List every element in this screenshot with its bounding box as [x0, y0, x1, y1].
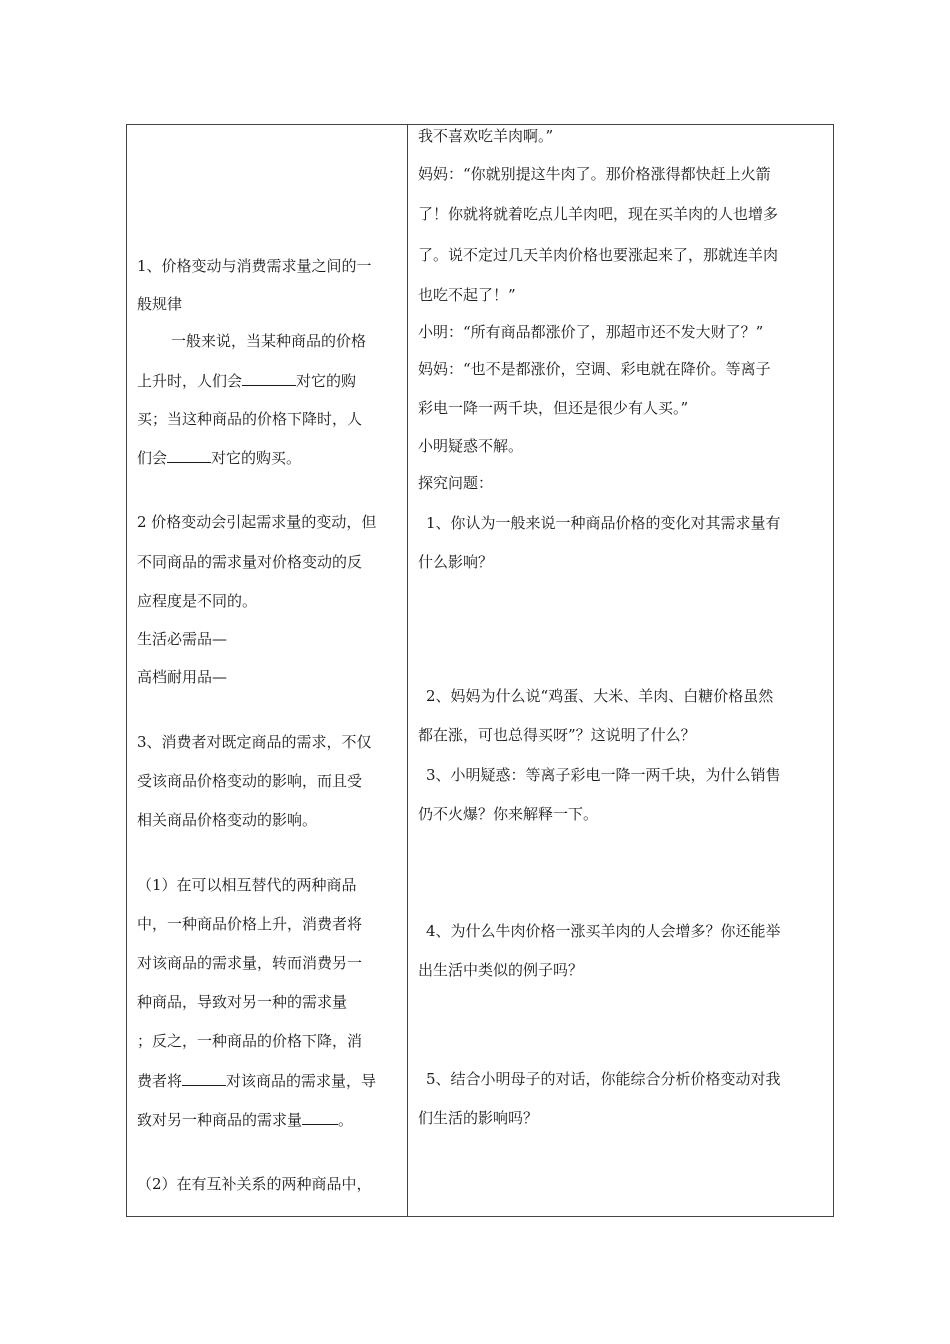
section1-text-line4: 们会 对它的购买。: [137, 449, 302, 467]
question-5-line2: 们生活的影响吗？: [418, 1109, 539, 1127]
section1-text-line3: 买；当这种商品的价格下降时，人: [137, 410, 363, 428]
dialogue-line: 了。说不定过几天羊肉价格也要涨起来了，那就连羊肉: [418, 246, 779, 264]
section1-text-line2: 上升时，人们会 对它的购: [137, 372, 357, 390]
question-1-line1: 1、你认为一般来说一种商品价格的变化对其需求量有: [426, 514, 781, 532]
substitute-line5: ；反之，一种商品的价格下降，消: [137, 1032, 363, 1050]
section2-line1: 2 价格变动会引起需求量的变动，但: [137, 513, 377, 531]
dialogue-line: 我不喜欢吃羊肉啊。”: [418, 127, 554, 145]
dialogue-line: 妈妈：“你就别提这牛肉了。那价格涨得都快赶上火箭: [418, 165, 771, 183]
dialogue-line: 小明疑惑不解。: [418, 437, 524, 455]
fill-blank[interactable]: [242, 371, 296, 386]
knowledge-column: [127, 125, 408, 1216]
question-2-line2: 都在涨，可也总得买呀”？这说明了什么？: [418, 726, 696, 744]
substitute-line7: 致对另一种商品的需求量 。: [137, 1111, 354, 1129]
fill-blank[interactable]: [302, 1110, 338, 1125]
section1-text-line1: 一般来说，当某种商品的价格: [171, 332, 367, 350]
section3-line3: 相关商品价格变动的影响。: [137, 811, 318, 829]
question-3-line2: 仍不火爆？你来解释一下。: [418, 805, 599, 823]
substitute-line1: （1）在可以相互替代的两种商品: [137, 876, 357, 894]
durables-label: 高档耐用品—: [137, 668, 228, 686]
substitute-line3: 对该商品的需求量，转而消费另一: [137, 954, 363, 972]
dialogue-line: 小明：“所有商品都涨价了，那超市还不发大财了？”: [418, 323, 764, 341]
section1-heading-line2: 般规律: [137, 295, 183, 313]
section2-line3: 应程度是不同的。: [137, 592, 258, 610]
dialogue-line: 彩电一降一两千块，但还是很少有人买。”: [418, 399, 689, 417]
question-1-line2: 什么影响？: [418, 553, 494, 571]
question-4-line1: 4、为什么牛肉价格一涨买羊肉的人会增多？你还能举: [426, 922, 781, 940]
question-3-line1: 3、小明疑惑：等离子彩电一降一两千块，为什么销售: [426, 766, 781, 784]
section2-line2: 不同商品的需求量对价格变动的反: [137, 553, 363, 571]
worksheet-table: [126, 124, 834, 1217]
fill-blank[interactable]: [182, 1071, 226, 1086]
dialogue-line: 妈妈：“也不是都涨价，空调、彩电就在降价。等离子: [418, 360, 771, 378]
fill-blank[interactable]: [167, 448, 211, 463]
dialogue-column: [408, 125, 833, 1216]
question-2-line1: 2、妈妈为什么说“鸡蛋、大米、羊肉、白糖价格虽然: [426, 687, 774, 705]
dialogue-line: 也吃不起了！”: [418, 286, 516, 304]
necessities-label: 生活必需品—: [137, 630, 228, 648]
question-4-line2: 出生活中类似的例子吗？: [418, 961, 584, 979]
section3-line1: 3、消费者对既定商品的需求，不仅: [137, 733, 372, 751]
substitute-line4: 种商品，导致对另一种的需求量: [137, 993, 348, 1011]
inquiry-heading: 探究问题：: [418, 474, 494, 492]
dialogue-line: 了！你就将就着吃点儿羊肉吧，现在买羊肉的人也增多: [418, 205, 779, 223]
section1-heading-line1: 1、价格变动与消费需求量之间的一: [137, 257, 372, 275]
section3-line2: 受该商品价格变动的影响，而且受: [137, 772, 363, 790]
complement-line1: （2）在有互补关系的两种商品中，: [137, 1175, 372, 1193]
substitute-line6: 费者将 对该商品的需求量，导: [137, 1072, 377, 1090]
substitute-line2: 中，一种商品价格上升，消费者将: [137, 915, 363, 933]
question-5-line1: 5、结合小明母子的对话，你能综合分析价格变动对我: [426, 1070, 781, 1088]
